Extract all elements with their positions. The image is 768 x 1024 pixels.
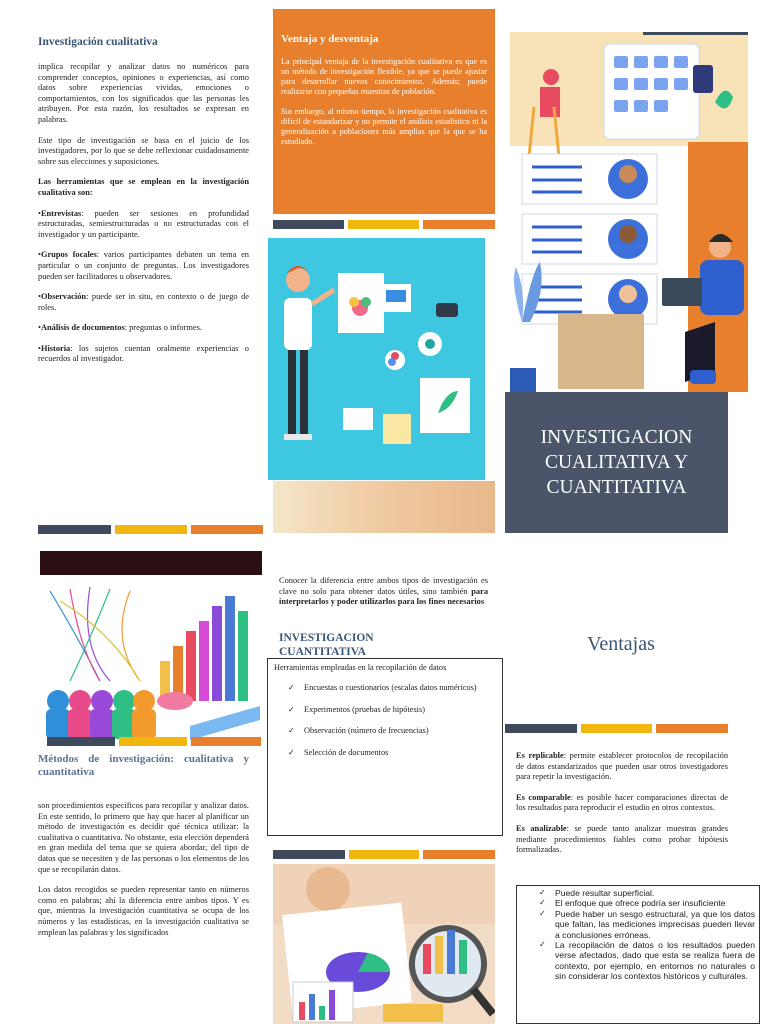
advantages-box-title: Ventaja y desventaja xyxy=(281,33,379,45)
methods-p2: Los datos recogidos se pueden representar tanto en números como en palabras; ahí la diferencia entre ambos tipos. Y es que, mientras la investigación cuantitativa se ocupa de los números y las estadísticas, en la investigación cualitativa se emplean las palabras y los significados xyxy=(38,885,249,937)
intro-text: Conocer la diferencia entre ambos tipos de investigación es clave no solo para obtener datos útiles, sino también xyxy=(279,576,488,596)
ventajas-list xyxy=(516,751,728,866)
cover-title: INVESTIGACION CUALITATIVA Y CUANTITATIVA xyxy=(540,427,693,498)
charts-illustration xyxy=(273,864,495,1024)
quant-tool-item: ✓ Observación (número de frecuencias) xyxy=(286,726,496,737)
methods-section xyxy=(38,753,249,948)
ventaja-item: Es comparable: es posible hacer comparaciones directas de los resultados para reproducir el estudio en otros contextos. xyxy=(516,792,729,813)
divider-bars xyxy=(505,724,728,733)
middle-intro xyxy=(279,576,488,608)
ventajas-title: Ventajas xyxy=(587,633,655,655)
photo-strip xyxy=(273,481,495,533)
tool-item: •Observación: puede ser in situ, en contexto o de juego de roles. xyxy=(38,292,249,312)
desventajas-box xyxy=(516,885,760,1024)
tools-list xyxy=(38,209,249,366)
tool-item: •Análisis de documentos: preguntas o informes. xyxy=(38,323,202,333)
desventajas-list xyxy=(531,888,755,982)
desventaja-item: ✓ La recopilación de datos o los resultados pueden verse afectados, dado que esta se realiza fuera de contexto, por ejemplo, en entornos no naturales o sin considerar los contextos históricos y culturales. xyxy=(537,940,755,982)
divider-bars xyxy=(273,220,495,229)
advantages-box-p2: Sin embargo, al mismo tiempo, la investigación cualitativa es difícil de estandarizar y no permite el análisis estadístico ni la generalización a poblaciones más amplias que la que se ha estudiado. xyxy=(281,107,487,146)
cover-illustration xyxy=(510,32,748,392)
quantitative-title: INVESTIGACION CUANTITATIVA xyxy=(279,632,374,658)
advantages-box-p1: La principal ventaja de la investigación cualitativa es que es un método de investigación flexible, ya que se puede ajustar para desarrollar nuevos conocimientos. Además; puede realizarse con pequeñas muestras de población. xyxy=(281,57,487,96)
desventaja-item: ✓ El enfoque que ofrece podría ser insuficiente xyxy=(537,898,755,908)
quant-tool-item: ✓ Selección de documentos xyxy=(286,748,496,759)
desventaja-item: ✓ Puede resultar superficial. xyxy=(537,888,755,898)
tool-item: •Historia: los sujetos cuentan oralmente experiencias o recuerdos al investigador. xyxy=(38,343,249,364)
qualitative-heading: Investigación cualitativa xyxy=(38,36,158,48)
divider-bars xyxy=(273,850,495,859)
tools-intro: Las herramientas que se emplean en la investigación cualitativa son: xyxy=(38,177,249,197)
left-column xyxy=(38,36,249,375)
divider-bars xyxy=(38,525,263,534)
quant-tool-item: ✓ Encuestas o cuestionarios (escalas datos numéricos) xyxy=(286,683,496,694)
research-infographic xyxy=(40,551,262,746)
qualitative-judgement: Este tipo de investigación se basa en el juicio de los investigadores, por lo que se debe reflexionar cuidadosamente sobre sus elecciones y suposiciones. xyxy=(38,135,249,166)
tools-box xyxy=(267,658,503,836)
methods-p1: son procedimientos específicos para recopilar y analizar datos. En este sentido, lo primero que hay que hacer al planificar un método de investigación es decidir qué técnica utilizar: la cualitativa o cuantitativa. No obstante, esta elección dependerá en gran medida del tema que se quiera abordar, del tipo de datos que se necesiten y de las personas o los elementos de los que se recopilarán datos. xyxy=(38,801,249,874)
tool-item: •Grupos focales: varios participantes debaten un tema en particular o un conjunto de preguntas. Los investigadores pueden ser facilitadores u observadores. xyxy=(38,250,249,281)
methods-title: Métodos de investigación: cualitativa y cuantitativa xyxy=(38,753,249,778)
ventaja-item: Es analizable: se puede tanto analizar muestras grandes mediante procedimientos fiables como probar hipótesis formalizadas. xyxy=(516,823,728,855)
tool-item: •Entrevistas: pueden ser sesiones en profundidad estructuradas, semiestructuradas o no estructuradas con el investigador y un participante. xyxy=(38,208,249,239)
intro-bold: para interpretarlos y poder utilizarlos para los fines necesarios xyxy=(279,586,488,607)
desventaja-item: ✓ Puede haber un sesgo estructural, ya que los datos que faltan, las mediciones imprecisas pueden llevar a conclusiones erróneas. xyxy=(537,909,755,940)
cover-title-box xyxy=(505,392,728,533)
qualitative-definition: implica recopilar y analizar datos no numéricos para comprender conceptos, opiniones o experiencias, así como datos sobre experiencias vividas, emociones o comportamientos, con los significados que las personas les atribuyen. Por esta razón, los resultados se expresan en palabras. xyxy=(38,62,249,124)
ventaja-item: Es replicable: permite establecer protocolos de recopilación de datos estandarizados que pueden usar otros investigadores para repetir la investigación. xyxy=(516,751,729,782)
divider-bars xyxy=(47,737,261,746)
tools-box-title: Herramientas empleadas en la recopilación de datos xyxy=(274,663,447,672)
advantages-box xyxy=(273,9,495,214)
quant-tool-item: ✓ Experimentos (pruebas de hipótesis) xyxy=(286,705,496,716)
quant-tools-list xyxy=(274,683,496,758)
teacher-illustration xyxy=(268,238,485,480)
